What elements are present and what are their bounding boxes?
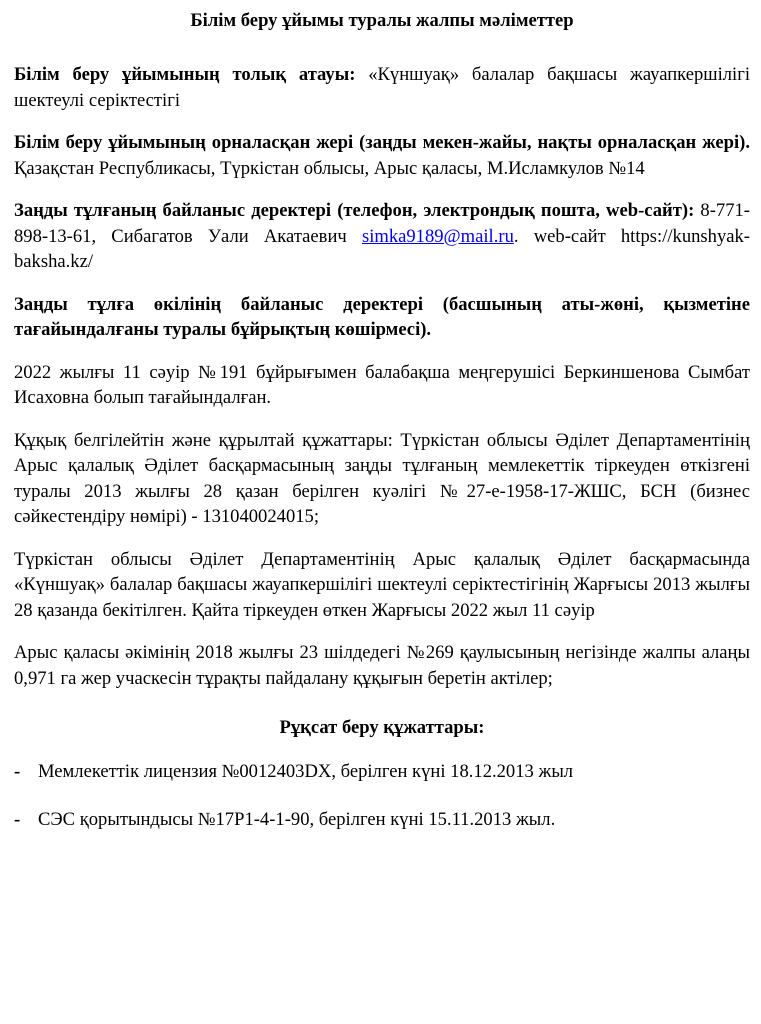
land-paragraph: Арыс қаласы әкімінің 2018 жылғы 23 шілдедегі №269 қаулысының негізінде жалпы алаңы 0,971 га жер учаскесін тұрақты пайдалану құқығын беретін актілер; [14,642,750,689]
charter-paragraph: Түркістан облысы Әділет Департаментінің Арыс қалалық Әділет басқармасында «Күншуақ» балалар бақшасы жауапкершілігі шектеулі серіктестігінің Жарғысы 2013 жылғы 28 қазанда бекітілген. Қайта тіркеуден өткен Жарғысы 2022 жыл 11 сәуір [14,548,750,621]
location-paragraph [14,130,750,181]
email-link[interactable]: simka9189@mail.ru [361,225,514,247]
document-title: Білім беру ұйымы туралы жалпы мәліметтер [190,10,574,31]
head-contacts-heading: Заңды тұлға өкілінің байланыс деректері (басшының аты-жөні, қызметіне тағайындалғаны туралы бұйрықтың көшірмесі). [14,293,750,340]
contacts-paragraph [14,198,750,275]
permit-item-ses [14,807,750,833]
full-name-paragraph [14,62,750,113]
website-text: web-сайт https://kunshyak-baksha.kz/ [14,225,750,272]
email-trailing-dot: . [513,225,519,247]
full-name-value: «Күншуақ» балалар бақшасы жауапкершілігі шектеулі серіктестігі [14,64,751,111]
contacts-label: Заңды тұлғаның байланыс деректері (телефон, электрондық пошта, web-сайт): [14,200,695,221]
contacts-phone-person: 8-771-898-13-61, Сибагатов Уали Акатаевич [14,200,750,247]
location-value: Қазақстан Республикасы, Түркістан облысы, Арыс қаласы, М.Исламкулов №14 [14,157,645,179]
appointment-paragraph: 2022 жылғы 11 сәуір №191 бұйрығымен балабақша меңгерушісі Беркиншенова Сымбат Исаховна болып тағайындалған. [14,361,750,408]
legal-docs-paragraph: Құқық белгілейтін және құрылтай құжаттары: Түркістан облысы Әділет Департаментінің Арыс қалалық Әділет басқармасының заңды тұлғаның мемлекеттік тіркеуден өткізгені туралы 2013 жылғы 28 қазан берілген куәлігі №27-е-1958-17-ЖШС, БСН (бизнес сәйкестендіру нөмірі) - 131040024015; [14,429,750,527]
list-bullet: - [14,808,21,830]
permit-item-label: Мемлекеттік лицензия №0012403DX, берілген күні 18.12.2013 жыл [38,761,574,782]
permit-item-label: СЭС қорытындысы №17Р1-4-1-90, берілген күні 15.11.2013 жыл. [38,808,556,830]
permit-item-license [14,759,750,785]
document-page [14,8,750,854]
full-name-label: Білім беру ұйымының толық атауы: [14,64,356,85]
location-label: Білім беру ұйымының орналасқан жері (заңды мекен-жайы, нақты орналасқан жері). [14,132,750,153]
permits-title: Рұқсат беру құжаттары: [279,717,485,738]
list-bullet: - [14,761,21,782]
